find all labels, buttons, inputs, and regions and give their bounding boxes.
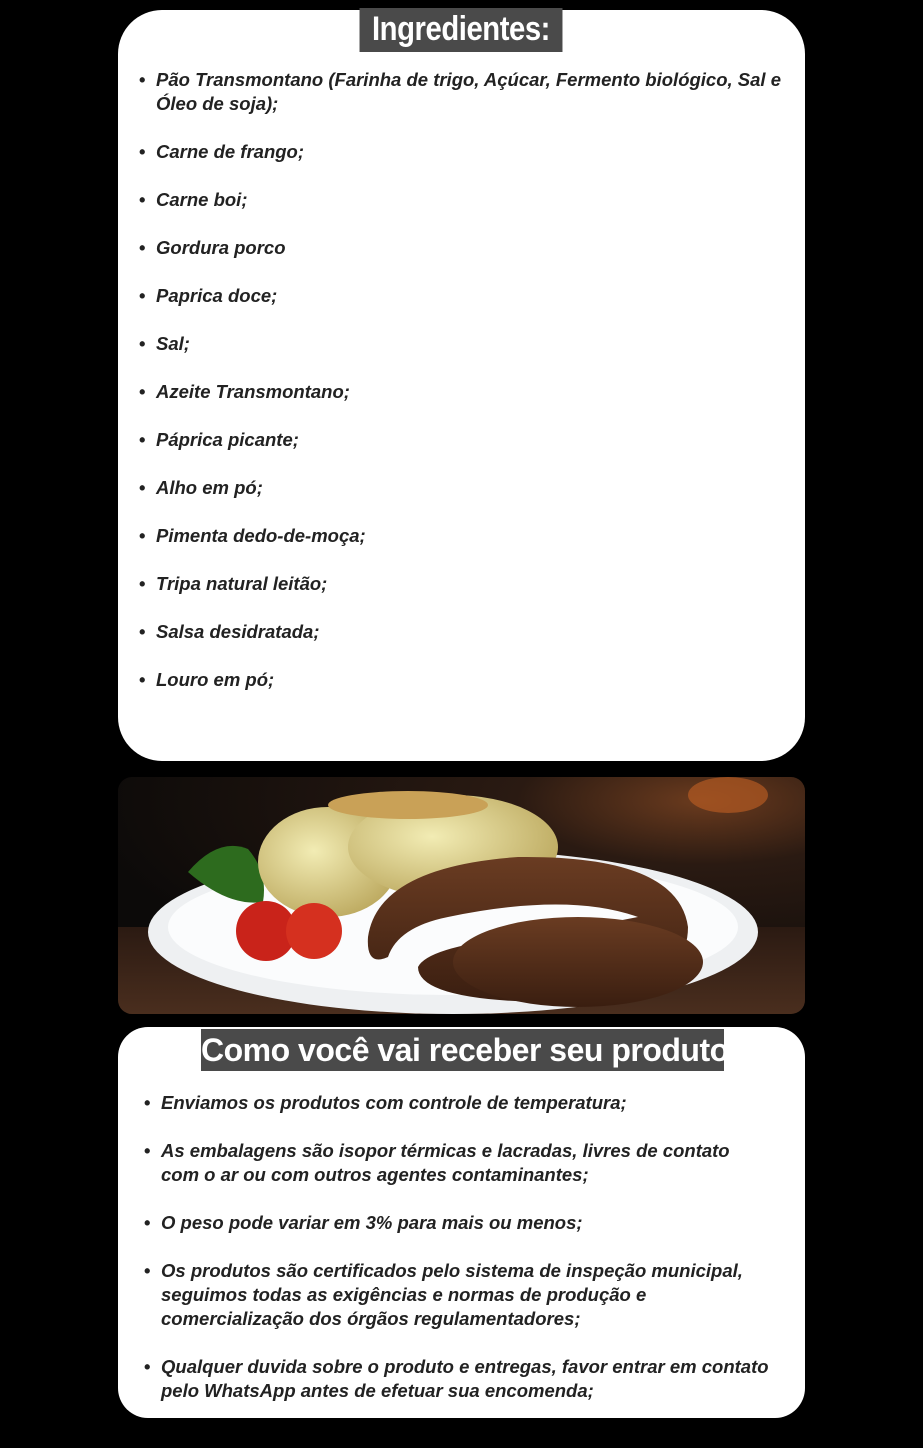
- delivery-title: Como você vai receber seu produto:: [201, 1029, 724, 1071]
- ingredients-list: [139, 68, 786, 716]
- list-item: • Tripa natural leitão;: [139, 573, 328, 594]
- list-item: • Carne boi;: [139, 189, 248, 210]
- list-item: • O peso pode variar em 3% para mais ou menos;: [144, 1212, 583, 1233]
- list-item: • Pimenta dedo-de-moça;: [139, 525, 366, 546]
- list-item: • Sal;: [139, 333, 190, 354]
- list-item: • Salsa desidratada;: [139, 621, 320, 642]
- ingredients-card: [118, 10, 805, 761]
- list-item: • Paprica doce;: [139, 285, 278, 306]
- list-item: • Carne de frango;: [139, 141, 305, 162]
- list-item: • Pão Transmontano (Farinha de trigo, Açúcar, Fermento biológico, Sal e Óleo de soja);: [139, 69, 781, 114]
- sausage-plate-image: [118, 777, 805, 1014]
- list-item: • Gordura porco: [139, 237, 286, 258]
- list-item: • Azeite Transmontano;: [139, 381, 350, 402]
- list-item: • Alho em pó;: [139, 477, 263, 498]
- list-item: • Os produtos são certificados pelo sistema de inspeção municipal, seguimos todas as exigências e normas de produção e comercialização dos órgãos regulamentadores;: [144, 1260, 743, 1329]
- list-item: • Páprica picante;: [139, 429, 299, 450]
- list-item: • Louro em pó;: [139, 669, 275, 690]
- delivery-card: [118, 1027, 805, 1418]
- list-item: • Enviamos os produtos com controle de temperatura;: [144, 1092, 627, 1113]
- delivery-list: [144, 1091, 771, 1427]
- ingredients-title: Ingredientes:: [360, 8, 563, 52]
- list-item: • Qualquer duvida sobre o produto e entregas, favor entrar em contato pelo WhatsApp antes de efetuar sua encomenda;: [144, 1356, 769, 1401]
- list-item: • As embalagens são isopor térmicas e lacradas, livres de contato com o ar ou com outros agentes contaminantes;: [144, 1140, 730, 1185]
